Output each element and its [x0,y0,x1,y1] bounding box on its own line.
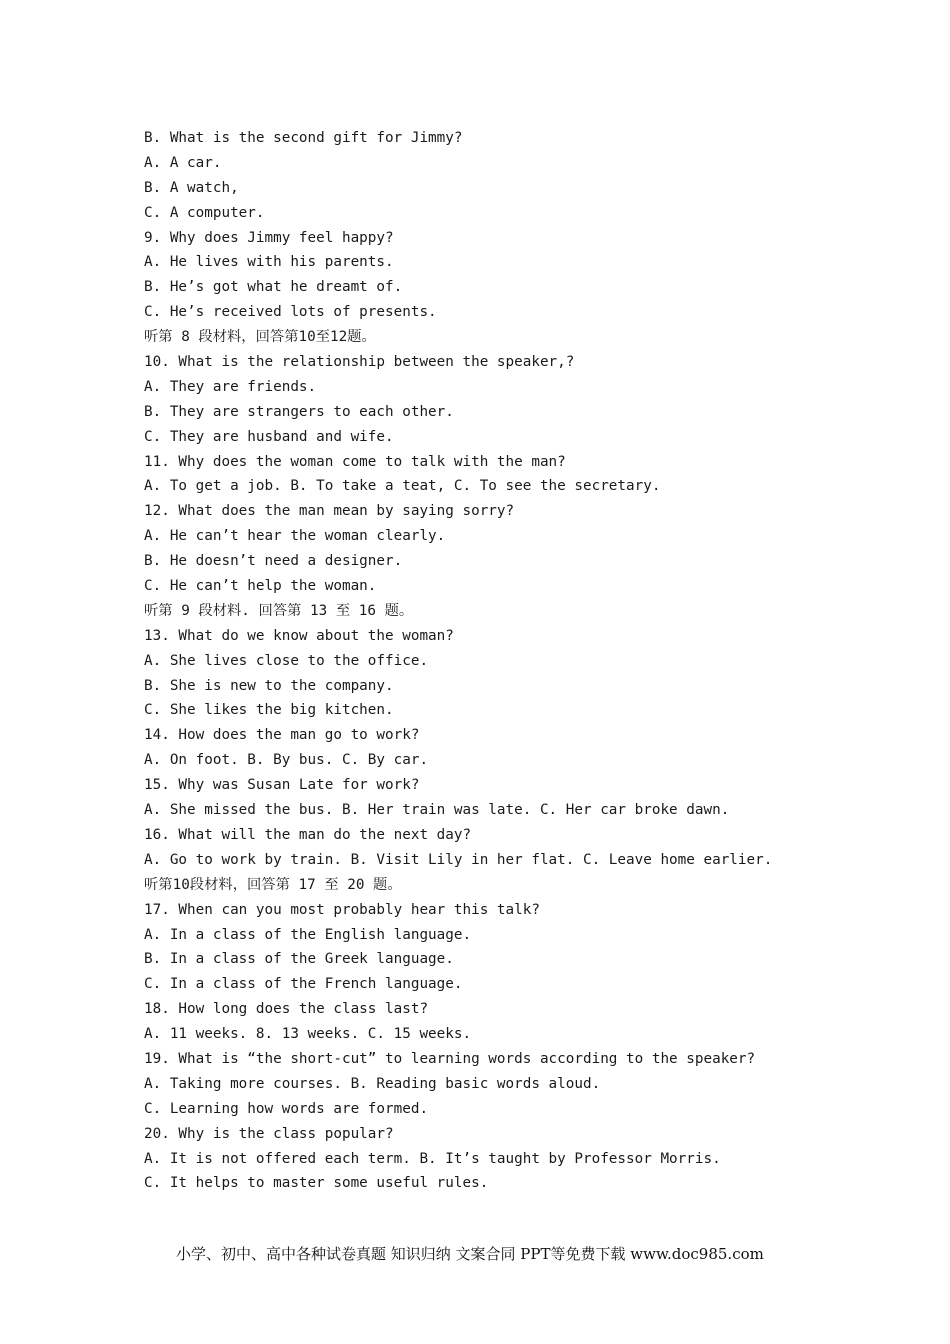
text-line: A. Taking more courses. B. Reading basic words aloud. [144,1075,601,1092]
text-line: A. On foot. B. By bus. C. By car. [144,752,429,769]
text-line: C. He can’t help the woman. [144,578,377,595]
text-line: A. It is not offered each term. B. It’s taught by Professor Morris. [144,1150,721,1167]
text-line: C. Learning how words are formed. [144,1100,429,1117]
text-line: C. He’s received lots of presents. [144,304,437,321]
text-line: 9. Why does Jimmy feel happy? [144,229,394,246]
text-line: 19. What is “the short-cut” to learning words according to the speaker? [144,1050,756,1067]
text-line: C. A computer. [144,204,265,221]
text-line: 13. What do we know about the woman? [144,627,454,644]
text-line: C. They are husband and wife. [144,428,394,445]
section-heading: 听第 9 段材料. 回答第 13 至 16 题。 [144,602,414,619]
text-line: A. He lives with his parents. [144,254,394,271]
section-heading: 听第 8 段材料，回答第10至12题。 [144,329,376,346]
text-line: C. It helps to master some useful rules. [144,1175,489,1192]
text-line: B. She is new to the company. [144,677,394,694]
text-line: 12. What does the man mean by saying sorry? [144,503,515,520]
text-line: B. A watch, [144,179,239,196]
text-line: 11. Why does the woman come to talk with the man? [144,453,566,470]
text-line: A. She missed the bus. B. Her train was late. C. Her car broke dawn. [144,802,730,819]
page-footer: 小学、初中、高中各种试卷真题 知识归纳 文案合同 PPT等免费下载 www.doc985.com [176,1245,764,1263]
text-line: B. What is the second gift for Jimmy? [144,130,463,146]
text-line: A. Go to work by train. B. Visit Lily in her flat. C. Leave home earlier. [144,851,773,868]
text-line: B. He doesn’t need a designer. [144,553,403,570]
text-line: A. He can’t hear the woman clearly. [144,528,446,545]
text-line: 10. What is the relationship between the speaker,? [144,354,575,371]
text-line: A. To get a job. B. To take a teat, C. To see the secretary. [144,478,661,495]
text-line: A. She lives close to the office. [144,652,429,669]
text-line: B. He’s got what he dreamt of. [144,279,403,296]
text-line: A. In a class of the English language. [144,926,472,943]
section-heading: 听第10段材料，回答第 17 至 20 题。 [144,876,402,893]
text-line: 14. How does the man go to work? [144,727,420,744]
text-line: B. In a class of the Greek language. [144,951,454,968]
text-line: A. 11 weeks. 8. 13 weeks. C. 15 weeks. [144,1026,472,1043]
text-line: 18. How long does the class last? [144,1001,429,1018]
text-line: 16. What will the man do the next day? [144,826,472,843]
text-line: B. They are strangers to each other. [144,403,454,420]
text-line: C. She likes the big kitchen. [144,702,394,719]
text-line: 15. Why was Susan Late for work? [144,777,420,794]
text-line: A. They are friends. [144,378,317,395]
text-line: A. A car. [144,154,222,171]
text-line: C. In a class of the French language. [144,976,463,993]
text-line: 20. Why is the class popular? [144,1125,394,1142]
document-body [144,126,864,1196]
text-line: 17. When can you most probably hear this talk? [144,901,540,918]
